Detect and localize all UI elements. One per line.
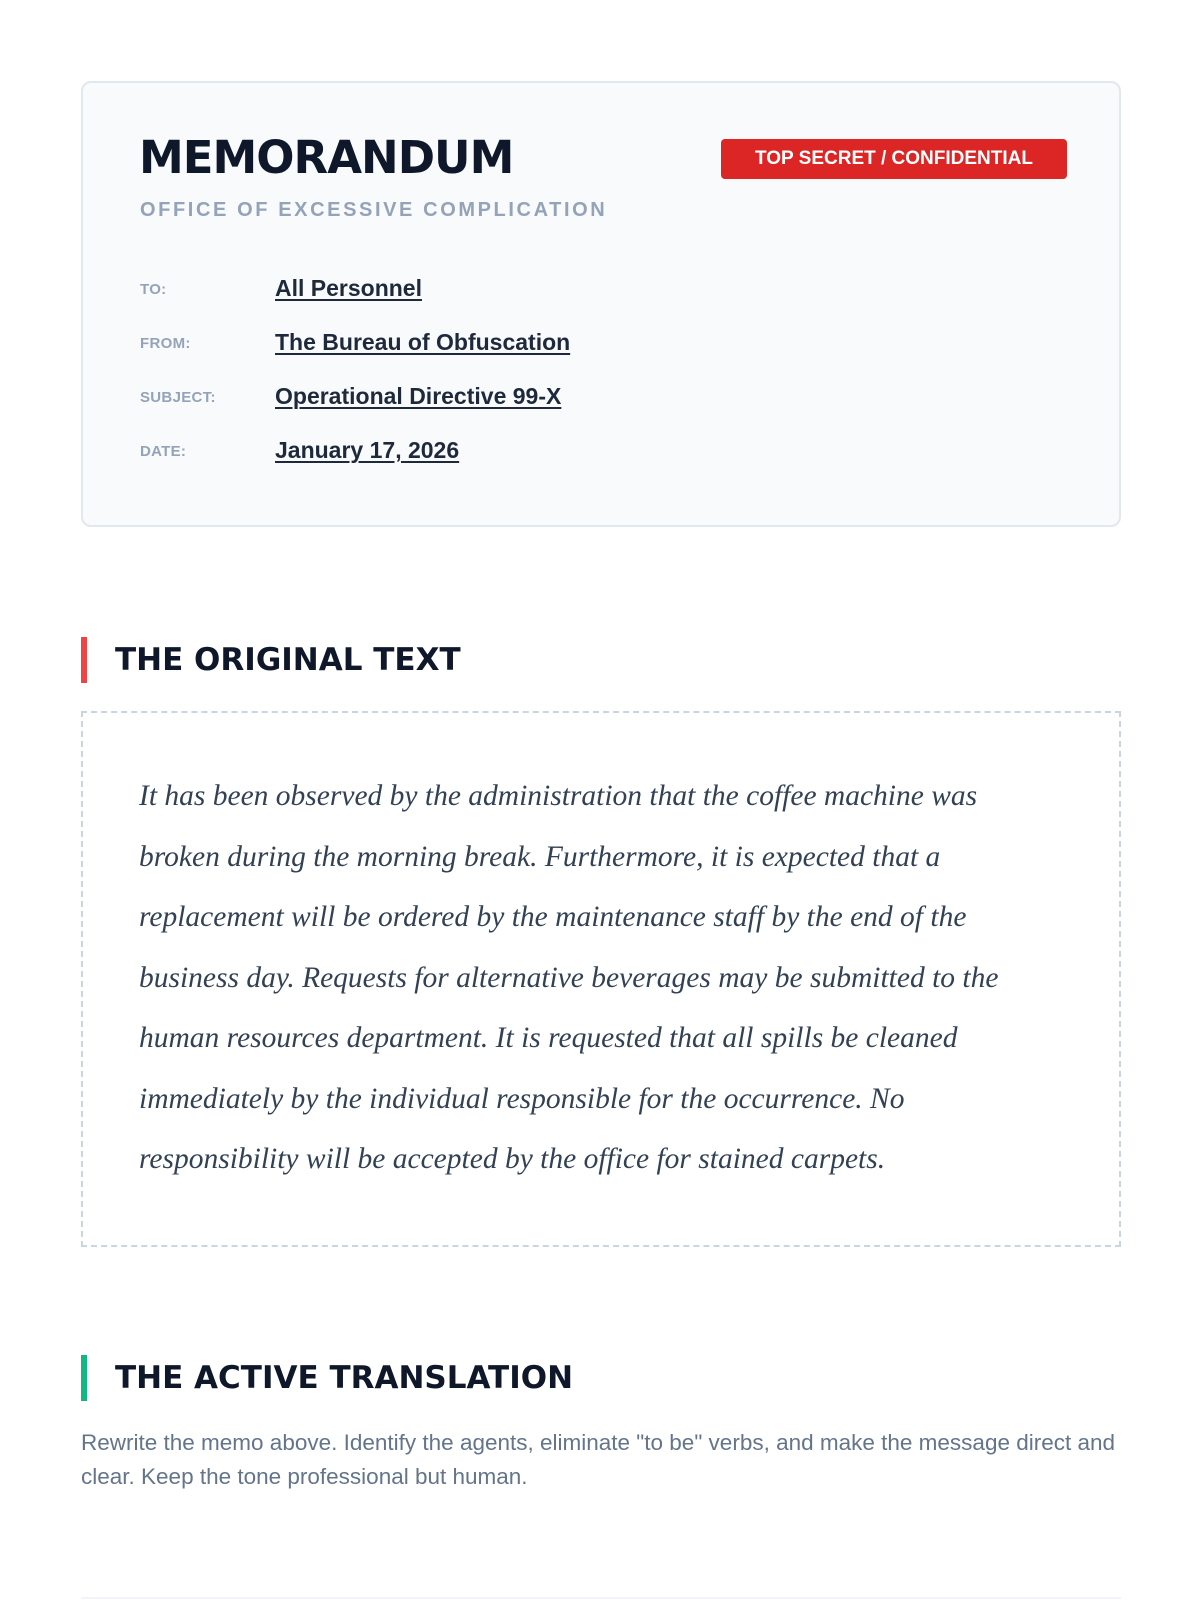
memo-title: MEMORANDUM (139, 131, 514, 184)
bottom-divider (81, 1597, 1121, 1599)
memo-subtitle: OFFICE OF EXCESSIVE COMPLICATION (140, 199, 608, 221)
original-memo-text: It has been observed by the administration that the coffee machine was broken during the morning break. Furthermore, it is expected that a replacement will be ordered by the maintenance staff by the end of the business day. Requests for alternative beverages may be submitted to the human resources department. It is requested that all spills be cleaned immediately by the individual responsible for the occurrence. No responsibility will be accepted by the office for stained carpets. (139, 780, 999, 1175)
meta-value-subject: Operational Directive 99-X (275, 383, 562, 409)
original-text-box (81, 711, 1121, 1247)
translation-instructions: Rewrite the memo above. Identify the agents, eliminate "to be" verbs, and make the message direct and clear. Keep the tone professional but human. (81, 1430, 1116, 1489)
meta-label-to: TO: (140, 281, 167, 298)
meta-value-to: All Personnel (275, 275, 422, 301)
original-text-heading: THE ORIGINAL TEXT (81, 637, 461, 683)
meta-value-from: The Bureau of Obfuscation (275, 329, 571, 355)
memo-header-card (81, 81, 1121, 527)
active-translation-heading: THE ACTIVE TRANSLATION (81, 1355, 573, 1401)
meta-label-date: DATE: (140, 443, 187, 460)
meta-label-from: FROM: (140, 335, 191, 352)
meta-label-subject: SUBJECT: (140, 389, 216, 406)
classification-badge: TOP SECRET / CONFIDENTIAL (721, 139, 1067, 179)
meta-value-date: January 17, 2026 (275, 437, 460, 463)
